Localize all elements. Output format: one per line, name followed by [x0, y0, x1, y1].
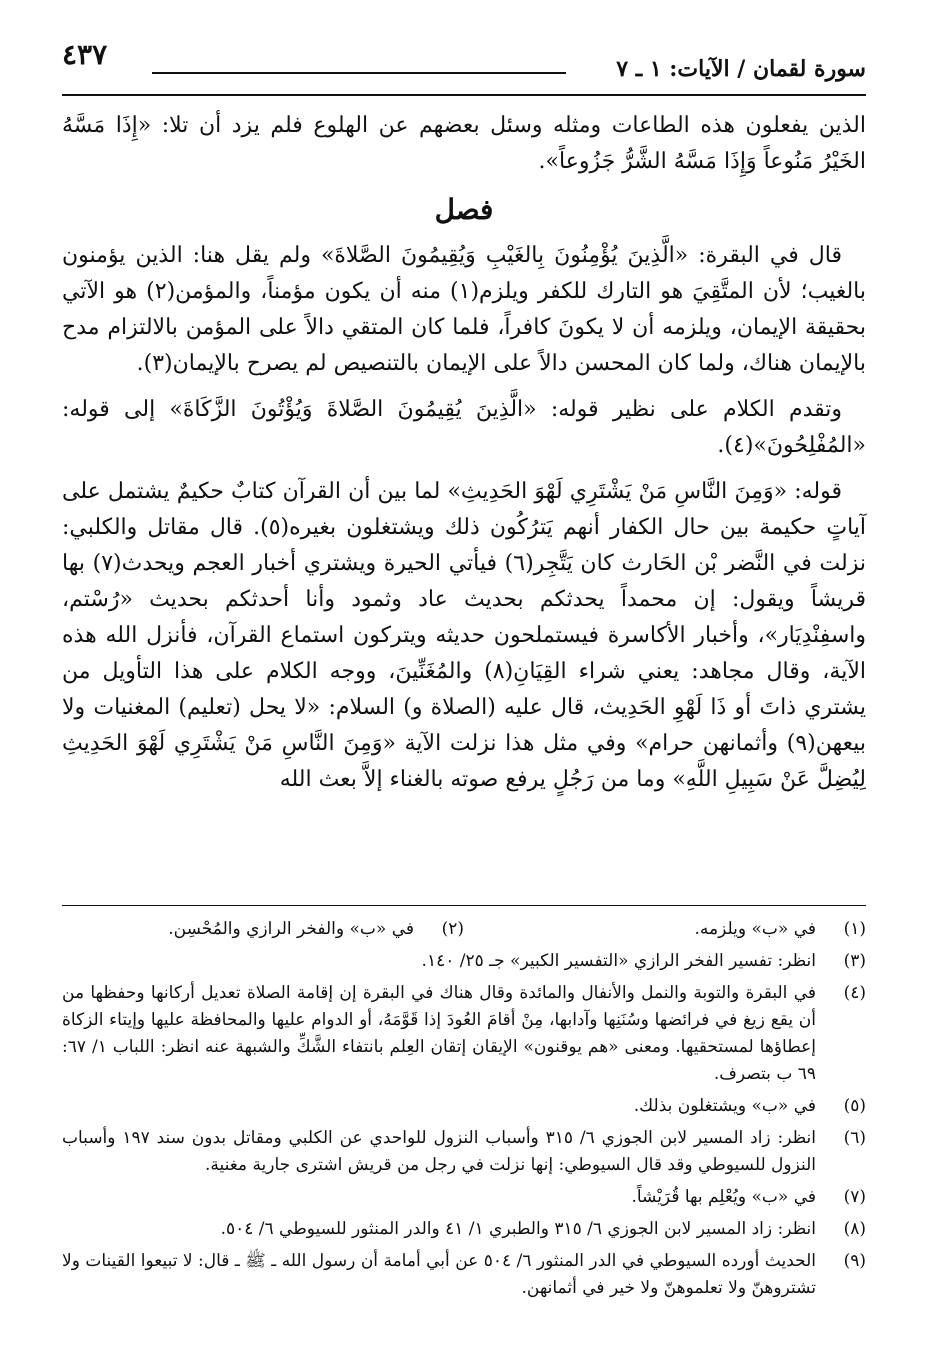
main-text — [62, 108, 866, 808]
paragraph-2: وتقدم الكلام على نظير قوله: «الَّذِينَ يُقِيمُونَ الصَّلاةَ وَيُؤْتُونَ الزَّكَاةَ» إلى قوله: «المُفْلِحُونَ»(٤). — [62, 397, 866, 458]
footnote-number: (١) — [843, 919, 866, 939]
footnote-4 — [62, 980, 866, 1088]
paragraph-3: قوله: «وَمِنَ النَّاسِ مَنْ يَشْتَرِي لَهْوَ الحَدِيثِ» لما بين أن القرآن كتابٌ حكيمٌ يشتمل على آياتٍ حكيمة بين حال الكفار أنهم يَترُكُون ذلك ويشتغلون بغيره(٥). قال مقاتل والكلبي: نزلت في النَّضر بْن الحَارث كان يَتَّجِر(٦) فيأتي الحيرة ويشتري أخبار العجم ويحدث(٧) بها قريشاً ويقول: إن محمداً يحدثكم بحديث عاد وثمود وأنا أحدثكم بحديث «رُسْتم، واسفِنْدِيَار»، وأخبار الأكاسرة فيستملحون حديثه ويتركون استماع القرآن، فأنزل الله هذه الآية، وقال مجاهد: يعني شراء القِيَانِ(٨) والمُغَنِّينَ، ووجه الكلام على هذا التأويل من يشتري ذاتَ أو ذَا لَهْوِ الحَدِيث، قال عليه (الصلاة و) السلام: «لا يحل (تعليم) المغنيات ولا بيعهن(٩) وأثمانهن حرام» وفي مثل هذا نزلت الآية «وَمِنَ النَّاسِ مَنْ يَشْتَرِي لَهْوَ الحَدِيثِ لِيُضِلَّ عَنْ سَبِيلِ اللَّهِ» وما من رَجُلٍ يرفع صوته بالغناء إلاَّ بعث الله — [62, 479, 867, 792]
footnote-number: (٤) — [843, 983, 866, 1003]
page-number: ٤٣٧ — [62, 38, 108, 71]
footnote-9 — [62, 1248, 866, 1302]
footnote-number: (٩) — [843, 1251, 866, 1271]
intro-paragraph: الذين يفعلون هذه الطاعات ومثله وسئل بعضهم عن الهلوع فلم يزد أن تلا: «إِذَا مَسَّهُ الخَيْرُ مَنُوعاً وَإِذَا مَسَّهُ الشَّرُّ جَزُوعاً». — [62, 113, 866, 174]
footnote-number: (٥) — [843, 1096, 866, 1116]
footnote-text: في «ب» ويشتغلون بذلك. — [633, 1096, 816, 1116]
footnote-separator — [62, 905, 866, 906]
paragraph-1: قال في البقرة: «الَّذِينَ يُؤْمِنُونَ بِالغَيْبِ وَيُقِيمُونَ الصَّلاةَ» ولم يقل هنا: الذين يؤمنون بالغيب؛ لأن المتَّقِيَ هو التارك للكفر ويلزم(١) منه أن يكون مؤمناً، والمؤمن(٢) هو الآتي بحقيقة الإيمان، ويلزمه أن لا يكونَ كافراً، فلما كان المتقي دالاً على المؤمن بالالتزام مدح بالإيمان هناك، ولما كان المحسن دالاً على الإيمان بالتنصيص لم يصرح بالإيمان(٣). — [62, 243, 867, 376]
footnote-text: في «ب» ويُعْلِم بها قُرَيْشاً. — [631, 1187, 816, 1207]
footnote-text: في «ب» ويلزمه. — [694, 919, 816, 939]
footnote-8 — [62, 1216, 866, 1243]
footnote-text: في «ب» والفخر الرازي والمُحْسِن. — [168, 919, 414, 939]
page-header — [62, 38, 866, 100]
footnote-2 — [62, 916, 464, 943]
footnote-text: انظر: زاد المسير لابن الجوزي ٦/ ٣١٥ وأسباب النزول للواحدي عن الكلبي ومقاتل بدون سند ١٩٧ وأسباب النزول للسيوطي وقد قال السيوطي: إنها نزلت في رجل من قريش اشترى جارية مغنية. — [62, 1128, 816, 1175]
footnote-text: انظر: تفسير الفخر الرازي «التفسير الكبير» جـ ٢٥/ ١٤٠. — [421, 951, 816, 971]
footnote-text: في البقرة والتوبة والنمل والأنفال والمائدة وقال هناك في البقرة إن إقامة الصلاة تعديل أركانها وحفظها من أن يقع زيغ في فرائضها وسُنَنِها وآدابها، مِنْ أقامَ العُودَ إذا قَوَّمَهُ، أو الدوام عليها والمحافظة عليها وإيتاء الزكاة إعطاؤها لمستحقيها. ومعنى «هم يوقنون» الإيقان إتقان العِلم بانتفاء الشَّكِّ والشبهة عنه انظر: اللباب ١/ ٦٧: ٦٩ ب بتصرف. — [62, 983, 816, 1084]
section-heading: فصل — [434, 193, 494, 226]
footnote-1 — [464, 916, 866, 943]
footnote-row — [62, 916, 866, 943]
running-title: سورة لقمان / الآيات: ١ ـ ٧ — [616, 56, 866, 82]
header-rule — [62, 94, 866, 96]
footnote-6 — [62, 1125, 866, 1179]
footnote-text: الحديث أورده السيوطي في الدر المنثور ٦/ ٥٠٤ عن أبي أمامة أن رسول الله ـ ﷺ ـ قال: لا تبيعوا القينات ولا تشتروهنّ ولا تعلموهنّ ولا خير في أثمانهن. — [62, 1251, 816, 1298]
footnote-5 — [62, 1093, 866, 1120]
footnotes — [62, 916, 866, 1307]
footnote-number: (٧) — [843, 1187, 866, 1207]
header-line — [152, 72, 566, 74]
footnote-number: (٨) — [843, 1219, 866, 1239]
footnote-7 — [62, 1184, 866, 1211]
footnote-number: (٣) — [843, 951, 866, 971]
footnote-number: (٦) — [843, 1128, 866, 1148]
footnote-3 — [62, 948, 866, 975]
footnote-text: انظر: زاد المسير لابن الجوزي ٦/ ٣١٥ والطبري ١/ ٤١ والدر المنثور للسيوطي ٦/ ٥٠٤. — [220, 1219, 816, 1239]
footnote-number: (٢) — [441, 919, 464, 939]
